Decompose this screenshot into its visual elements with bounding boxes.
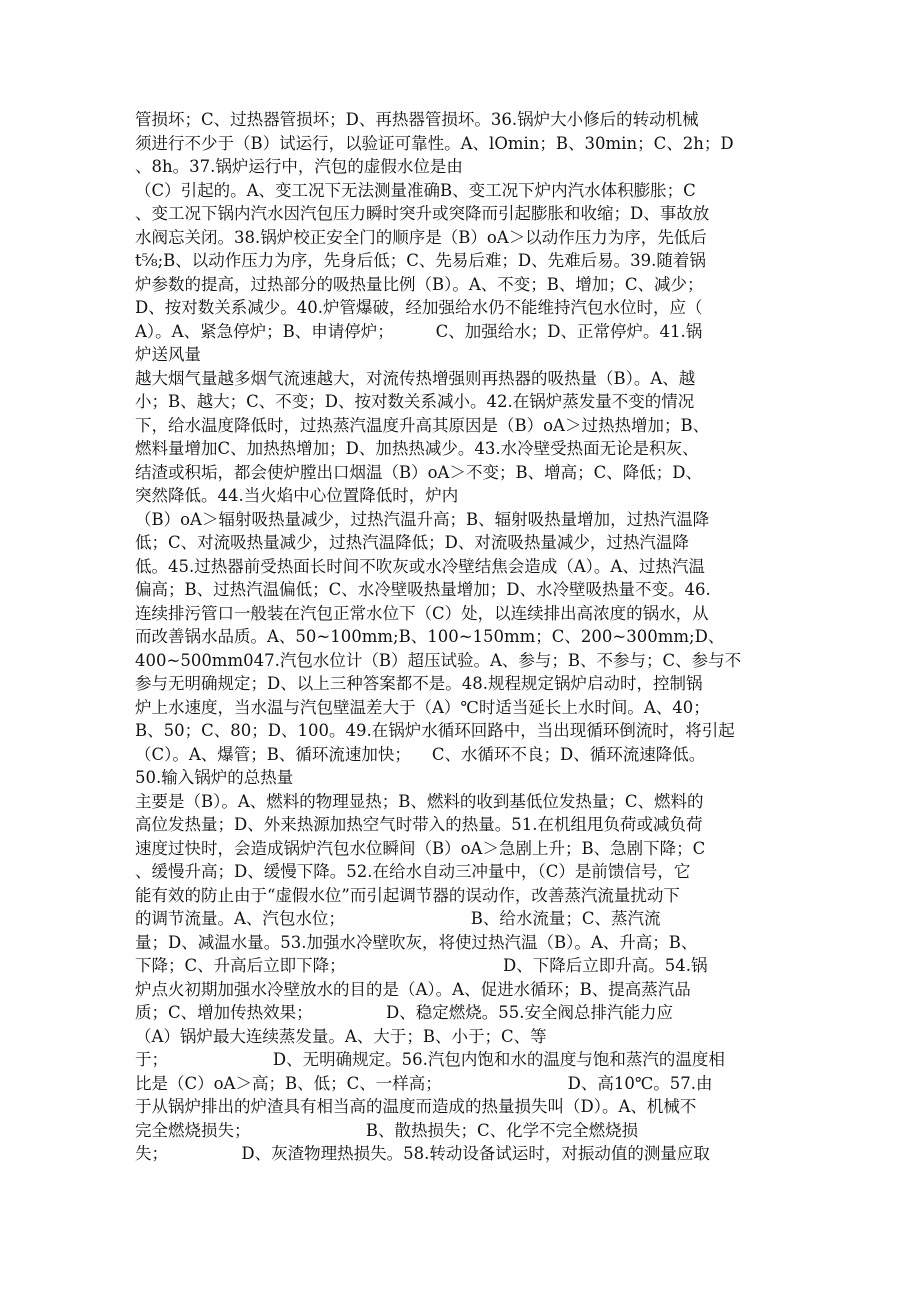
text-line: 、8h。37.锅炉运行中，汽包的虚假水位是由 — [135, 157, 463, 176]
text-line: 于从锅炉排出的炉渣具有相当高的温度而造成的热量损失叫（D）。A、机械不 — [135, 1097, 697, 1116]
text-line: 速度过快时，会造成锅炉汽包水位瞬间（B）oA＞急剧上升；B、急剧下降；C — [135, 838, 706, 858]
text-line: （C）引起的。A、变工况下无法测量准确B、变工况下炉内汽水体积膨胀；C — [135, 180, 696, 200]
text-line: 于； D、无明确规定。56.汽包内饱和水的温度与饱和蒸汽的温度相 — [135, 1050, 725, 1069]
text-line: 炉送风量 — [135, 345, 201, 364]
text-line: 而改善锅水品质。A、50~100mm;B、100~150mm；C、200~300mm;D、 — [135, 627, 725, 646]
text-line: 须进行不少于（B）试运行，以验证可靠性。A、lOmin；B、30min；C、2h；D — [135, 133, 734, 153]
text-line: 小；B、越大；C、不变；D、按对数关系减小。42.在锅炉蒸发量不变的情况 — [135, 392, 695, 411]
text-line: 完全燃烧损失； B、散热损失；C、化学不完全燃烧损 — [135, 1120, 639, 1140]
text-line: 失； D、灰渣物理热损失。58.转动设备试运时，对振动值的测量应取 — [135, 1144, 710, 1163]
text-line: 下降；C、升高后立即下降； D、下降后立即升高。54.锅 — [135, 956, 708, 975]
text-line: 、变工况下锅内汽水因汽包压力瞬时突升或突降而引起膨胀和收缩；D、事故放 — [135, 204, 710, 223]
text-line: 结渣或积垢，都会使炉膛出口烟温（B）oA＞不变；B、增高；C、降低；D、 — [135, 462, 702, 482]
text-line: 50.输入锅炉的总热量 — [135, 768, 294, 787]
text-line: A）。A、紧急停炉；B、申请停炉； C、加强给水；D、正常停炉。41.锅 — [135, 321, 703, 341]
text-line: 下，给水温度降低时，过热蒸汽温度升高其原因是（B）oA＞过热热增加；B、 — [135, 415, 710, 435]
text-line: 管损坏；C、过热器管损坏；D、再热器管损坏。36.锅炉大小修后的转动机械 — [135, 110, 699, 129]
text-line: 的调节流量。A、汽包水位； B、给水流量；C、蒸汽流 — [135, 909, 661, 928]
text-line: 比是（C）oA＞高；B、低；C、一样高； D、高10℃。57.由 — [135, 1073, 713, 1093]
text-line: 能有效的防止由于“虚假水位”而引起调节器的误动作，改善蒸汽流量扰动下 — [135, 885, 680, 905]
text-line: 主要是（B）。A、燃料的物理显热；B、燃料的收到基低位发热量；C、燃料的 — [135, 791, 704, 811]
text-line: 量；D、减温水量。53.加强水冷壁吹灰，将使过热汽温（B）。A、升高；B、 — [135, 932, 698, 952]
text-line: 低。45.过热器前受热面长时间不吹灰或水冷壁结焦会造成（A）。A、过热汽温 — [135, 556, 705, 576]
text-line: 炉点火初期加强水冷壁放水的目的是（A）。A、促进水循环；B、提高蒸汽品 — [135, 979, 691, 999]
text-line: 连续排污管口一般装在汽包正常水位下（C）处，以连续排出高浓度的锅水，从 — [135, 603, 709, 623]
text-line: 参与无明确规定；D、以上三种答案都不是。48.规程规定锅炉启动时，控制锅 — [135, 674, 703, 693]
text-line: 水阀忘关闭。38.锅炉校正安全门的顺序是（B）oA＞以动作压力为序，先低后 — [135, 227, 707, 247]
text-line: （C）。A、爆管；B、循环流速加快； C、水循环不良；D、循环流速降低。 — [135, 744, 706, 764]
text-line: D、按对数关系减少。40.炉管爆破，经加强给水仍不能维持汽包水位时，应（ — [135, 298, 703, 317]
text-line: B、50；C、80；D、100。49.在锅炉水循环回路中，当出现循环倒流时，将引起 — [135, 721, 735, 740]
text-line: （A）锅炉最大连续蒸发量。A、大于；B、小于；C、等 — [135, 1026, 547, 1046]
text-line: （B）oA＞辐射吸热量减少，过热汽温升高；B、辐射吸热量增加，过热汽温降 — [135, 509, 710, 529]
text-line: 400~500mm047.汽包水位计（B）超压试验。A、参与；B、不参与；C、参与不 — [135, 650, 742, 670]
text-line: 越大烟气量越多烟气流速越大，对流传热增强则再热器的吸热量（B）。A、越 — [135, 368, 696, 388]
text-line: 低；C、对流吸热量减少，过热汽温降低；D、对流吸热量减少，过热汽温降 — [135, 533, 689, 552]
text-line: 、缓慢升高；D、缓慢下降。52.在给水自动三冲量中，（C）是前馈信号，它 — [135, 862, 691, 881]
text-line: 偏高；B、过热汽温偏低；C、水冷壁吸热量增加；D、水冷壁吸热量不变。46. — [135, 580, 711, 599]
text-line: t⅝;B、以动作压力为序，先身后低；C、先易后难；D、先难后易。39.随着锅 — [135, 251, 706, 270]
text-line: 突然降低。44.当火焰中心位置降低时，炉内 — [135, 486, 459, 505]
text-line: 炉参数的提高，过热部分的吸热量比例（B）。A、不变；B、增加；C、减少； — [135, 274, 704, 294]
text-line: 质；C、增加传热效果； D、稳定燃烧。55.安全阀总排汽能力应 — [135, 1003, 674, 1022]
text-line: 燃料量增加C、加热热增加；D、加热热减少。43.水冷壁受热面无论是积灰、 — [135, 439, 699, 458]
document-body — [135, 108, 785, 1166]
text-line: 炉上水速度，当水温与汽包壁温差大于（A）℃时适当延长上水时间。A、40； — [135, 697, 710, 717]
text-line: 高位发热量；D、外来热源加热空气时带入的热量。51.在机组甩负荷或减负荷 — [135, 815, 703, 834]
